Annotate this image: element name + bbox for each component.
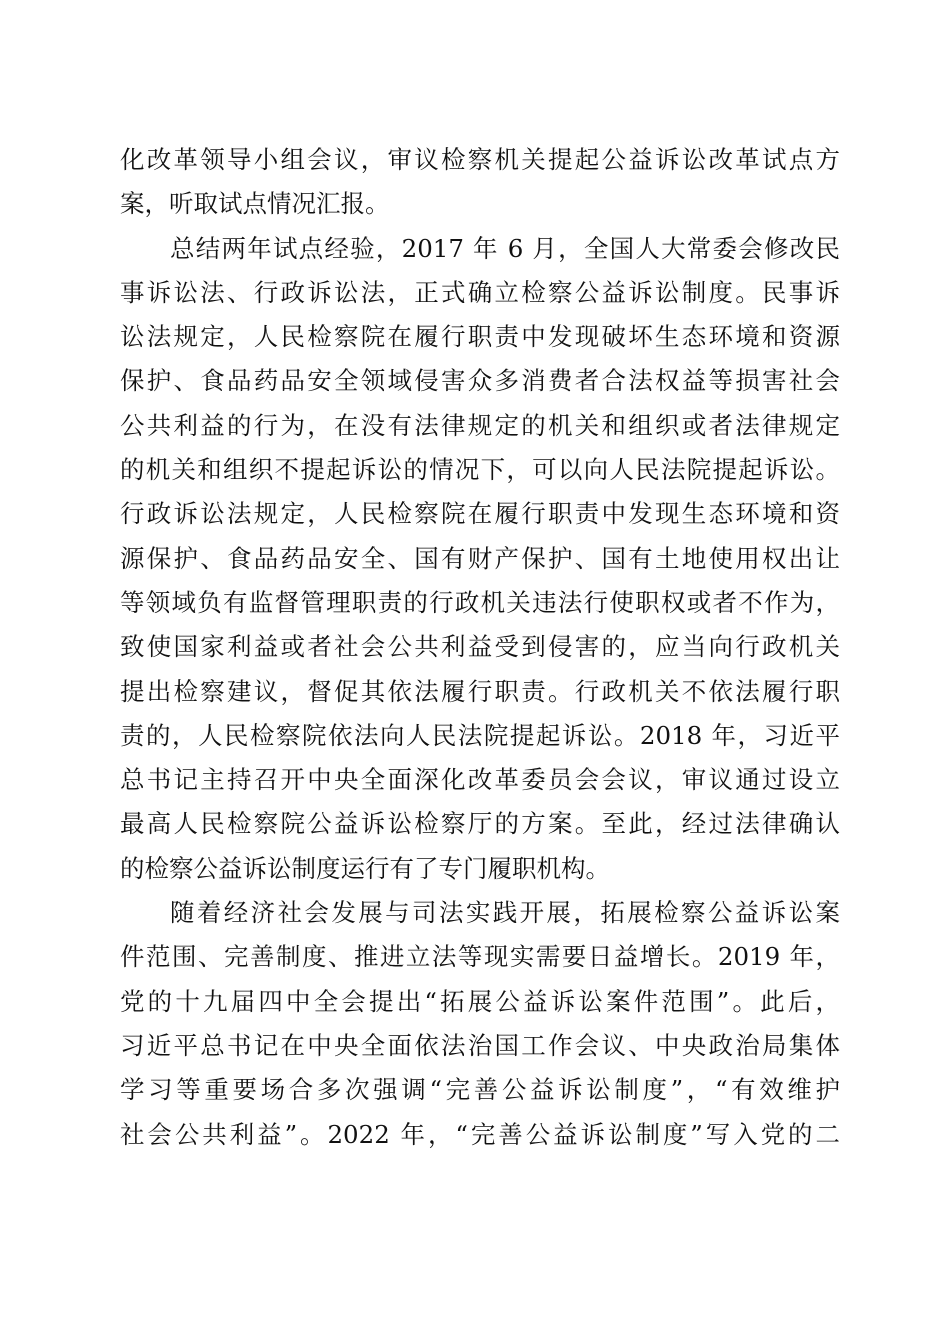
text-line: 随着经济社会发展与司法实践开展，拓展检察公益诉讼案	[170, 898, 840, 928]
text-line: 案，听取试点情况汇报。	[120, 189, 390, 219]
text-line: 总结两年试点经验，2017 年 6 月，全国人大常委会修改民	[170, 233, 840, 263]
text-line: 习近平总书记在中央全面依法治国工作会议、中央政治局集体	[120, 1030, 840, 1060]
text-line: 最高人民检察院公益诉讼检察厅的方案。至此，经过法律确认	[120, 809, 840, 839]
text-line: 行政诉讼法规定，人民检察院在履行职责中发现生态环境和资	[120, 499, 840, 529]
text-line: 的检察公益诉讼制度运行有了专门履职机构。	[120, 853, 610, 883]
text-line: 党的十九届四中全会提出“拓展公益诉讼案件范围”。此后，	[120, 986, 840, 1016]
text-line: 的机关和组织不提起诉讼的情况下，可以向人民法院提起诉讼。	[120, 455, 840, 485]
text-line: 化改革领导小组会议，审议检察机关提起公益诉讼改革试点方	[120, 145, 840, 174]
text-line: 保护、食品药品安全领域侵害众多消费者合法权益等损害社会	[120, 366, 840, 396]
text-line: 事诉讼法、行政诉讼法，正式确立检察公益诉讼制度。民事诉	[120, 277, 840, 307]
text-line: 提出检察建议，督促其依法履行职责。行政机关不依法履行职	[120, 676, 840, 706]
text-line: 学习等重要场合多次强调“完善公益诉讼制度”，“有效维护	[120, 1075, 840, 1105]
text-line: 致使国家利益或者社会公共利益受到侵害的，应当向行政机关	[120, 632, 840, 662]
body-text	[120, 138, 840, 1157]
text-line: 源保护、食品药品安全、国有财产保护、国有土地使用权出让	[120, 543, 840, 573]
text-line: 讼法规定，人民检察院在履行职责中发现破坏生态环境和资源	[120, 322, 840, 352]
text-line: 等领域负有监督管理职责的行政机关违法行使职权或者不作为，	[120, 587, 840, 617]
text-line: 责的，人民检察院依法向人民法院提起诉讼。2018 年，习近平	[120, 720, 840, 750]
text-line: 公共利益的行为，在没有法律规定的机关和组织或者法律规定	[120, 410, 840, 440]
text-line: 社会公共利益”。2022 年，“完善公益诉讼制度”写入党的二	[120, 1119, 840, 1149]
text-line: 件范围、完善制度、推进立法等现实需要日益增长。2019 年，	[120, 942, 840, 972]
text-line: 总书记主持召开中央全面深化改革委员会会议，审议通过设立	[120, 765, 840, 795]
